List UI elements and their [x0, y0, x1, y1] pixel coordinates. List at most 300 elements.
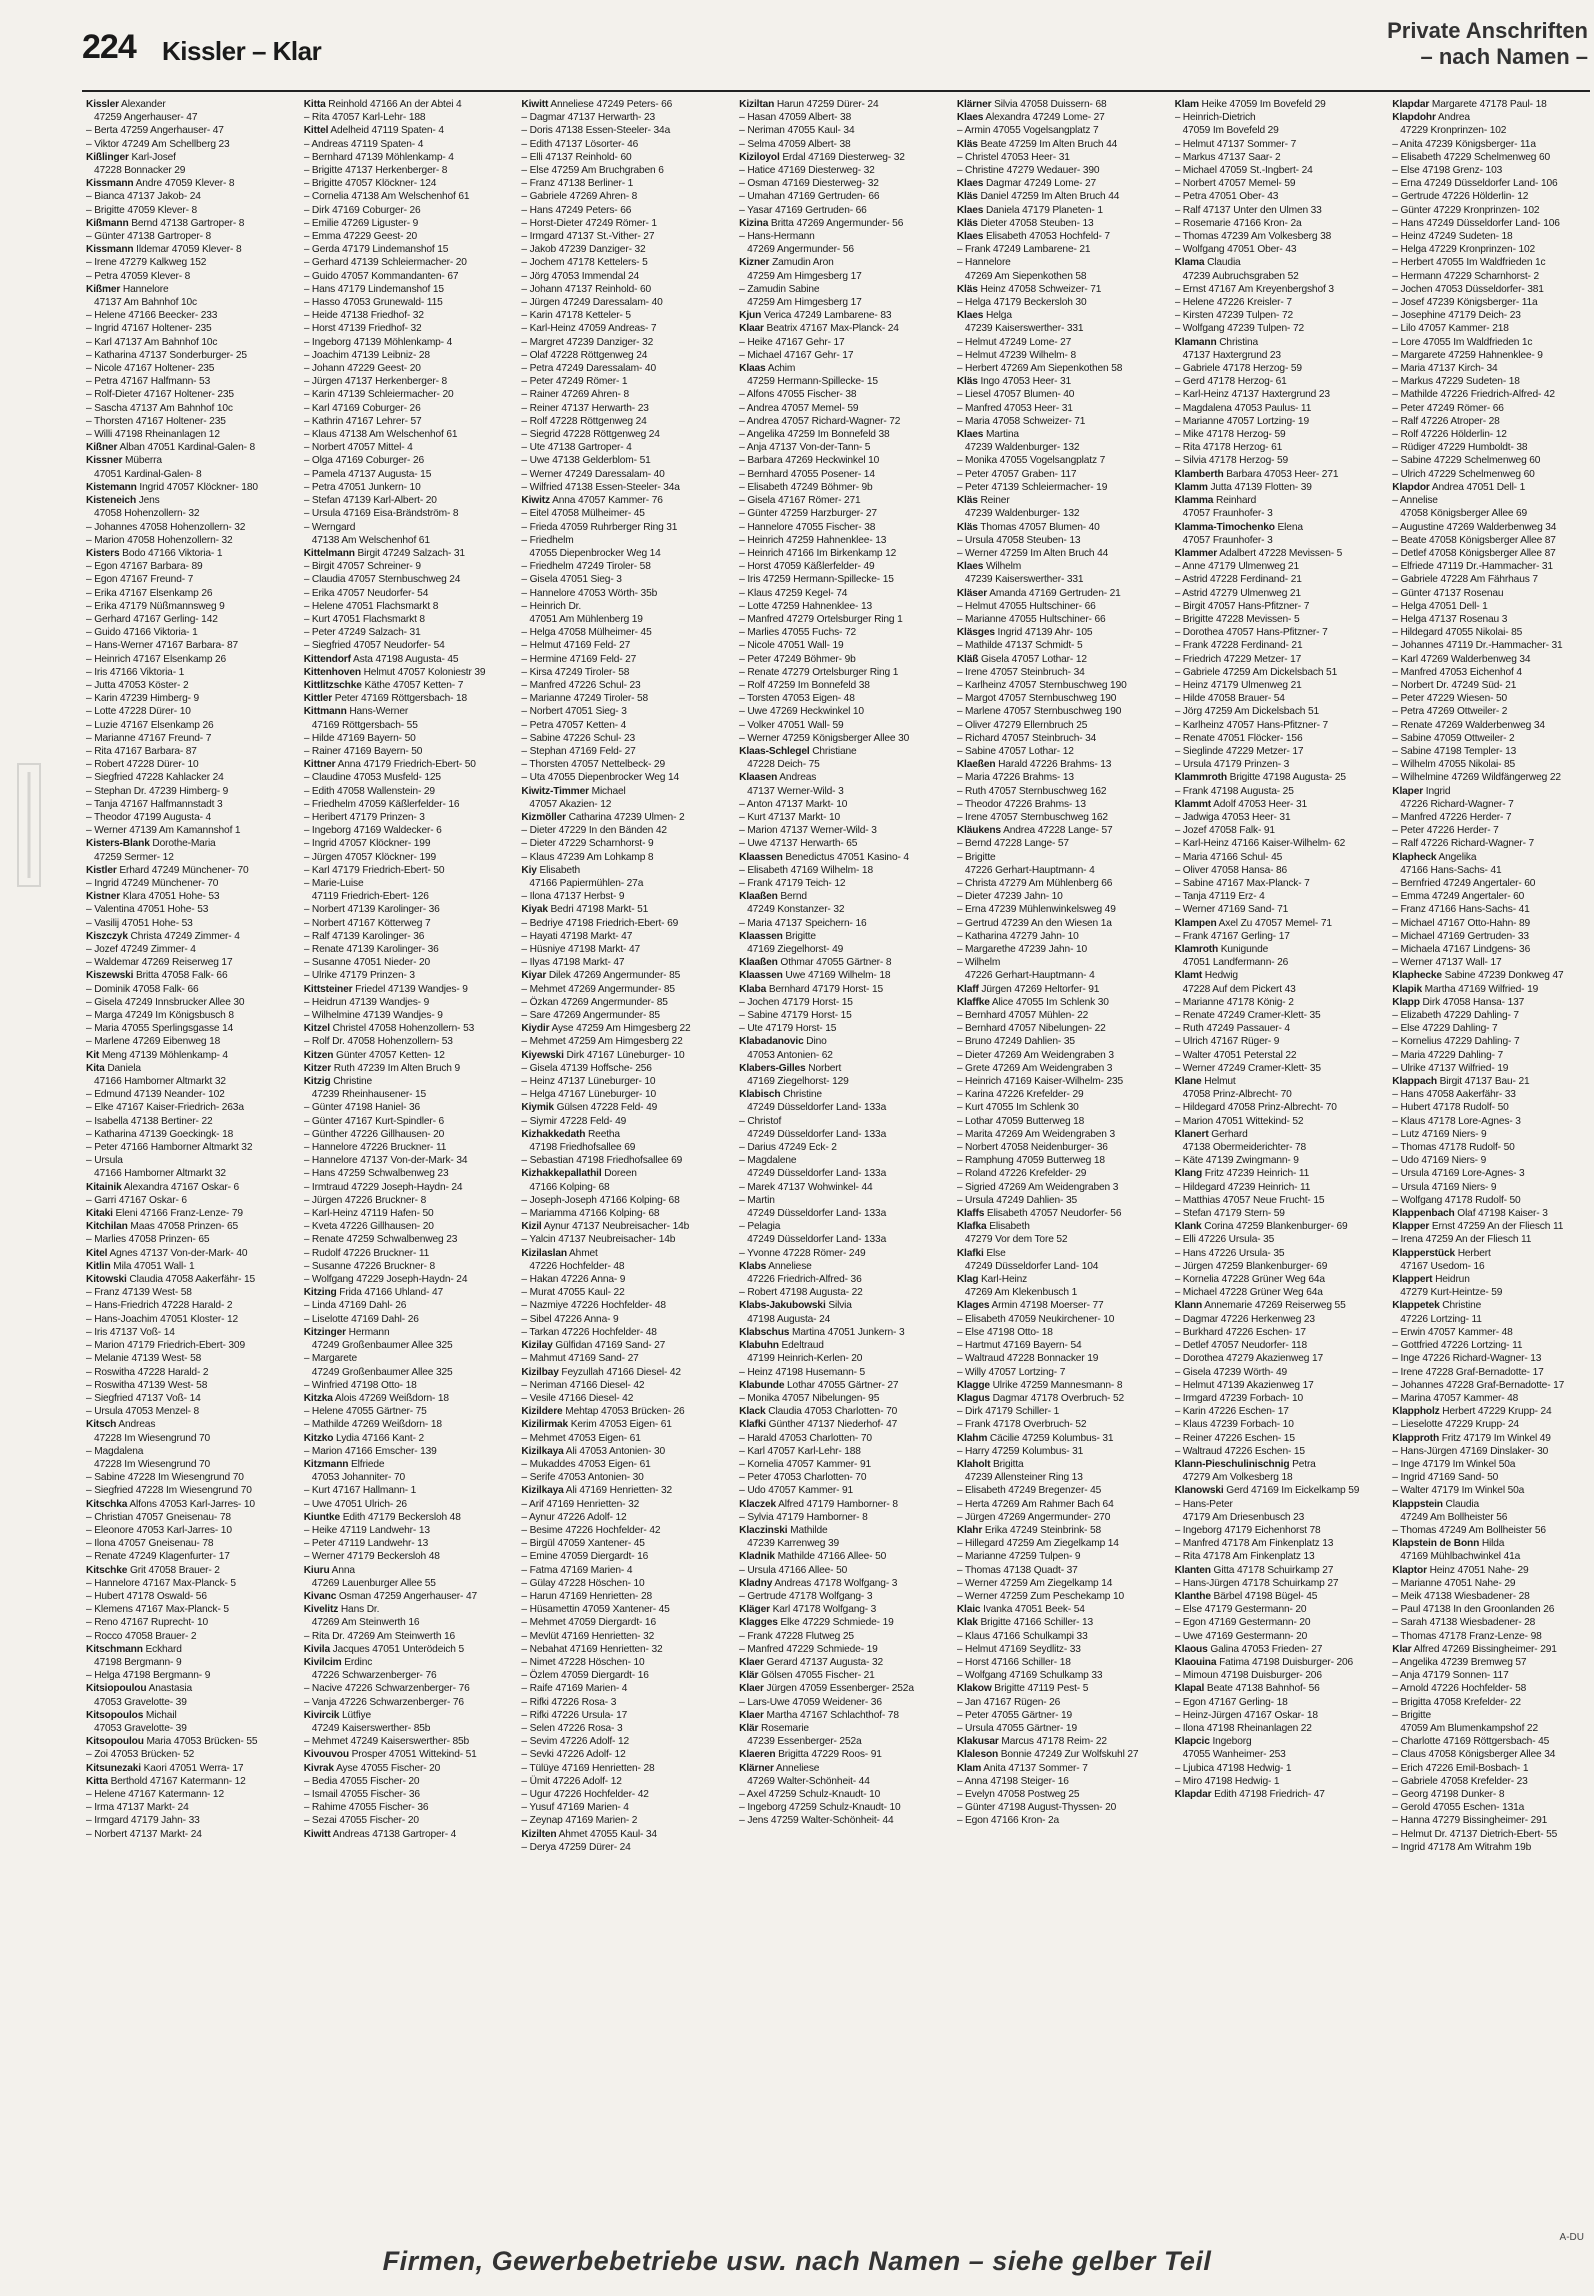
listing-entry	[1175, 745, 1375, 758]
listing-detail: – Manfred 47053 Eichenhof 4	[1392, 666, 1522, 678]
listing-entry	[1175, 1748, 1375, 1761]
listing-detail: Alban 47051 Kardinal-Galen- 8	[117, 442, 256, 454]
listing-detail: – Friedrich 47229 Metzer- 17	[1174, 653, 1302, 665]
listing-detail: Elfriede	[348, 1458, 385, 1470]
listing-entry	[1175, 1656, 1375, 1669]
listing-entry	[86, 1062, 286, 1075]
listing-detail: – Hildegard 47239 Heinrich- 11	[1174, 1181, 1311, 1193]
listing-entry	[739, 1405, 939, 1418]
listing-entry	[957, 560, 1157, 573]
listing-surname: Kläß	[956, 653, 979, 665]
listing-entry	[739, 256, 939, 269]
listing-entry	[739, 1564, 939, 1577]
listing-detail: Christina	[1216, 336, 1259, 348]
listing-detail: – Mehmet 47249 Kaiserswerther- 85b	[303, 1736, 470, 1748]
listing-entry	[1392, 851, 1592, 864]
listing-entry	[521, 494, 721, 507]
listing-detail: – Katharina 47137 Sonderburger- 25	[86, 349, 247, 361]
listing-detail: – Rocco 47058 Brauer- 2	[86, 1630, 197, 1642]
listing-detail: 47228 Deich- 75	[747, 759, 820, 771]
listing-entry	[739, 1722, 939, 1735]
listing-entry	[521, 1022, 721, 1035]
listing-entry	[957, 745, 1157, 758]
listing-entry	[739, 217, 939, 230]
listing-entry	[521, 322, 721, 335]
listing-surname: Klaer	[739, 1683, 764, 1695]
listing-detail: Sabine 47239 Donkweg 47	[1441, 970, 1564, 982]
listing-entry	[304, 1405, 504, 1418]
listing-entry	[304, 322, 504, 335]
listing-entry	[957, 1088, 1157, 1101]
listing-detail: Gerd 47169 Im Eickelkamp 59	[1223, 1485, 1360, 1497]
listing-entry	[1392, 507, 1592, 520]
listing-entry	[1175, 1709, 1375, 1722]
listing-detail: – Christine 47279 Wedauer- 390	[956, 165, 1100, 177]
listing-surname: Klahr	[956, 1524, 983, 1536]
listing-surname: Kistner	[86, 891, 121, 903]
listing-detail: Martina 47051 Junkern- 3	[789, 1326, 905, 1338]
listing-detail: – Klaus 47239 Forbach- 10	[1174, 1419, 1294, 1431]
listing-detail: 47138 Obermeiderichter- 78	[1182, 1142, 1307, 1154]
listing-detail: – Marita 47269 Am Weidengraben 3	[956, 1128, 1115, 1140]
listing-entry	[86, 124, 286, 137]
listing-entry	[1392, 758, 1592, 771]
listing-detail: – Rita Dr. 47269 Am Steinwerth 16	[303, 1630, 456, 1642]
listing-detail: – Elisabeth 47229 Schelmenweg 60	[1392, 151, 1551, 163]
listing-entry	[957, 124, 1157, 137]
listing-entry	[1392, 837, 1592, 850]
listing-detail: – Margarete 47259 Hahnenklee- 9	[1392, 349, 1543, 361]
listing-entry	[957, 1141, 1157, 1154]
listing-entry	[739, 441, 939, 454]
listing-detail: – Mathilde 47226 Friedrich-Alfred- 42	[1392, 389, 1555, 401]
listing-entry	[957, 1075, 1157, 1088]
listing-entry	[521, 956, 721, 969]
listing-detail: 47198 Bergmann- 9	[94, 1656, 182, 1668]
listing-entry	[739, 1075, 939, 1088]
listing-entry	[1175, 1313, 1375, 1326]
listing-detail: – Stefan 47179 Stern- 59	[1174, 1208, 1285, 1220]
listing-entry	[1175, 1101, 1375, 1114]
listing-entry	[739, 507, 939, 520]
listing-entry	[521, 1630, 721, 1643]
listing-detail: Grit 47058 Brauer- 2	[127, 1564, 220, 1576]
listing-entry	[1392, 402, 1592, 415]
listing-detail: – Irma 47137 Markt- 24	[86, 1802, 189, 1814]
listing-entry	[1175, 785, 1375, 798]
listing-entry	[739, 1669, 939, 1682]
listing-detail: Peter 47169 Röttgersbach- 18	[332, 693, 468, 705]
listing-entry	[957, 494, 1157, 507]
listing-entry	[304, 1828, 504, 1841]
listing-entry	[739, 1379, 939, 1392]
listing-detail: 47198 Augusta- 24	[747, 1313, 831, 1325]
listing-entry	[86, 1577, 286, 1590]
listing-detail: – Franz 47166 Hans-Sachs- 41	[1392, 904, 1530, 916]
listing-entry	[1175, 1669, 1375, 1682]
listing-detail: 47228 Im Wiesengrund 70	[94, 1458, 211, 1470]
listing-column	[957, 98, 1157, 2238]
listing-detail: – Frieda 47059 Ruhrberger Ring 31	[521, 521, 678, 533]
listing-entry	[304, 785, 504, 798]
listing-entry	[739, 1814, 939, 1827]
listing-entry	[739, 1220, 939, 1233]
listing-detail: – Hans 47249 Peters- 66	[521, 204, 632, 216]
listing-surname: Kläs	[956, 283, 978, 295]
listing-detail: – Rolf 47226 Hölderlin- 12	[1392, 429, 1507, 441]
listing-entry	[86, 230, 286, 243]
listing-surname: Klapperstück	[1392, 1247, 1456, 1259]
listing-entry	[739, 719, 939, 732]
listing-entry	[86, 1366, 286, 1379]
listing-surname: Kitainik	[86, 1181, 122, 1193]
listing-detail: – Claudia 47057 Sternbuschweg 24	[303, 574, 461, 586]
listing-entry	[957, 705, 1157, 718]
listing-detail: – Hannelore	[956, 257, 1011, 269]
listing-detail: Brigitte 47119 Pest- 5	[991, 1683, 1089, 1695]
listing-detail: – Wilhelmine 47269 Wildfängerweg 22	[1392, 772, 1561, 784]
listing-entry	[1392, 1458, 1592, 1471]
listing-detail: Alexandra 47249 Lome- 27	[983, 112, 1105, 124]
listing-detail: Günter 47057 Ketten- 12	[333, 1049, 445, 1061]
listing-detail: Maria 47053 Brücken- 55	[143, 1736, 258, 1748]
listing-detail: – Irene 47057 Steinbruch- 34	[956, 666, 1085, 678]
listing-detail: – Mukaddes 47053 Eigen- 61	[521, 1458, 651, 1470]
listing-detail: – Hermann 47229 Scharnhorst- 2	[1392, 270, 1539, 282]
listing-detail: 47055 Wanheimer- 253	[1182, 1749, 1286, 1761]
listing-detail: Friedel 47139 Wandjes- 9	[352, 983, 468, 995]
listing-entry	[521, 521, 721, 534]
listing-entry	[1392, 1049, 1592, 1062]
listing-detail: – Tanja 47119 Erz- 4	[1174, 891, 1265, 903]
listing-detail: – Hans 47226 Ursula- 35	[1174, 1247, 1285, 1259]
listing-detail: – Inge 47226 Richard-Wagner- 13	[1392, 1353, 1542, 1365]
listing-detail: – Renate 47051 Flöcker- 156	[1174, 732, 1303, 744]
listing-detail: – Gisela 47051 Sieg- 3	[521, 574, 622, 586]
listing-entry	[1175, 666, 1375, 679]
listing-detail: – Sezai 47055 Fischer- 20	[303, 1815, 419, 1827]
listing-entry	[1392, 1207, 1592, 1220]
listing-entry	[957, 573, 1157, 586]
listing-entry	[957, 415, 1157, 428]
listing-entry	[86, 969, 286, 982]
listing-entry	[521, 1128, 721, 1141]
listing-entry	[304, 494, 504, 507]
listing-detail: – Jutta 47053 Köster- 2	[86, 679, 189, 691]
listing-detail: – Lotte 47259 Hahnenklee- 13	[739, 600, 873, 612]
listing-detail: – Karlheinz 47057 Sternbuschweg 190	[956, 679, 1127, 691]
listing-surname: Klamt	[1174, 970, 1203, 982]
listing-entry	[957, 1445, 1157, 1458]
listing-surname: Kistemann	[86, 481, 137, 493]
listing-detail: – Hilde 47058 Brauer- 54	[1174, 693, 1285, 705]
listing-entry	[304, 1735, 504, 1748]
listing-surname: Kivilcim	[303, 1656, 342, 1668]
listing-detail: Andreas	[116, 1419, 156, 1431]
listing-entry	[1392, 1656, 1592, 1669]
listing-detail: – Heidrun 47139 Wandjes- 9	[303, 996, 430, 1008]
listing-detail: – Werner 47249 Cramer-Klett- 35	[1174, 1062, 1321, 1074]
listing-entry	[1175, 1326, 1375, 1339]
listing-entry	[739, 164, 939, 177]
listing-detail: – Dieter 47269 Am Weidengraben 3	[956, 1049, 1114, 1061]
listing-surname: Kizina	[739, 217, 769, 229]
listing-detail: – Stephan Dr. 47239 Himberg- 9	[86, 785, 229, 797]
listing-detail: Andreas 47138 Gartroper- 4	[330, 1828, 457, 1840]
listing-detail: – Else 47179 Gestermann- 20	[1174, 1604, 1307, 1616]
listing-entry	[304, 1366, 504, 1379]
listing-detail: – Jürgen 47137 Herkenberger- 8	[303, 376, 448, 388]
listing-entry	[521, 811, 721, 824]
listing-detail: – Reiner 47226 Eschen- 15	[1174, 1432, 1295, 1444]
listing-detail: Claudia 47058 Aakerfähr- 15	[126, 1274, 256, 1286]
listing-entry	[521, 1326, 721, 1339]
listing-surname: Kitsch	[86, 1419, 117, 1431]
listing-entry	[86, 560, 286, 573]
listing-detail: Berthold 47167 Katermann- 12	[107, 1775, 246, 1787]
listing-detail: Barbara 47053 Heer- 271	[1223, 468, 1339, 480]
listing-entry	[86, 653, 286, 666]
listing-surname: Klaff	[956, 983, 979, 995]
listing-detail: Achim	[765, 363, 796, 375]
listing-entry	[739, 1484, 939, 1497]
listing-entry	[86, 771, 286, 784]
listing-entry	[86, 679, 286, 692]
listing-entry	[1392, 917, 1592, 930]
listing-detail: – Ralf 47226 Richard-Wagner- 7	[1392, 838, 1535, 850]
listing-entry	[739, 732, 939, 745]
listing-entry	[304, 1035, 504, 1048]
listing-entry	[1175, 930, 1375, 943]
listing-entry	[304, 626, 504, 639]
listing-surname: Klampen	[1174, 917, 1217, 929]
listing-detail: – Peter 47057 Graben- 117	[956, 468, 1077, 480]
listing-detail: – Özlem 47059 Diergardt- 16	[521, 1670, 649, 1682]
listing-surname: Kiwitz	[521, 495, 550, 507]
listing-surname: Klaas-Schlegel	[739, 745, 810, 757]
listing-detail: – Helmut 47139 Akazienweg 17	[1174, 1379, 1314, 1391]
listing-surname: Klapal	[1174, 1683, 1205, 1695]
listing-detail: 47169 Röttgersbach- 55	[311, 719, 418, 731]
listing-detail: – Yusuf 47169 Marien- 4	[521, 1802, 629, 1814]
listing-detail: – Marlene 47057 Sternbuschweg 190	[956, 706, 1122, 718]
listing-detail: – Robert 47198 Augusta- 22	[739, 1287, 863, 1299]
listing-surname: Kizilbay	[521, 1366, 559, 1378]
listing-detail: – Rita 47178 Herzog- 61	[1174, 442, 1283, 454]
listing-detail: – Ursula 47169 Eisa-Brändström- 8	[303, 508, 459, 520]
listing-detail: – Wolfgang 47178 Rudolf- 50	[1392, 1194, 1521, 1206]
listing-entry	[304, 1220, 504, 1233]
listing-entry	[86, 877, 286, 890]
listing-entry	[739, 1167, 939, 1180]
listing-entry	[521, 507, 721, 520]
listing-detail: – Elisabeth 47249 Bregenzer- 45	[956, 1485, 1102, 1497]
listing-entry	[521, 349, 721, 362]
listing-entry	[739, 877, 939, 890]
listing-detail: Anneliese	[766, 1260, 812, 1272]
listing-entry	[304, 1101, 504, 1114]
listing-detail: Doreen	[601, 1168, 637, 1180]
listing-entry	[86, 283, 286, 296]
listing-detail: – Jozef 47058 Falk- 91	[1174, 825, 1275, 837]
listing-detail: – Siegfried 47057 Neudorfer- 54	[303, 640, 445, 652]
listing-entry	[86, 1722, 286, 1735]
listing-detail: – Detlef 47058 Königsberger Allee 87	[1392, 547, 1556, 559]
listing-surname: Klär	[739, 1722, 759, 1734]
listing-entry	[86, 573, 286, 586]
listing-detail: – Norbert 47057 Mittel- 4	[303, 442, 413, 454]
listing-entry	[1392, 1181, 1592, 1194]
listing-detail: – Hannelore 47137 Von-der-Mark- 34	[303, 1155, 468, 1167]
listing-detail: – Heinrich-Dietrich	[1174, 112, 1256, 124]
listing-detail: Bonnie 47249 Zur Wolfskuhl 27	[998, 1749, 1139, 1761]
listing-entry	[521, 600, 721, 613]
listing-entry	[521, 851, 721, 864]
listing-detail: Karl 47178 Wolfgang- 3	[769, 1604, 877, 1616]
listing-surname: Kittenhoven	[303, 666, 361, 678]
listing-detail: – Joachim 47139 Leibniz- 28	[303, 349, 430, 361]
listing-detail: Agnes 47137 Von-der-Mark- 40	[107, 1247, 248, 1259]
listing-entry	[1392, 1405, 1592, 1418]
listing-surname: Klaptor	[1392, 1564, 1427, 1576]
listing-entry	[957, 204, 1157, 217]
listing-surname: Kläger	[739, 1604, 770, 1616]
listing-detail: – Helmut 47249 Lome- 27	[956, 336, 1072, 348]
listing-detail: – Waltraud 47228 Bonnacker 19	[956, 1353, 1099, 1365]
listing-entry	[304, 890, 504, 903]
listing-entry	[957, 1814, 1157, 1827]
listing-detail: – Neriman 47055 Kaul- 34	[739, 125, 855, 137]
listing-entry	[957, 1181, 1157, 1194]
listing-entry	[1392, 1616, 1592, 1629]
listing-detail: – Zeynap 47169 Marien- 2	[521, 1815, 638, 1827]
listing-detail: 47058 Prinz-Albrecht- 70	[1182, 1089, 1292, 1101]
listing-detail: – Mehmet 47059 Diergardt- 16	[521, 1617, 656, 1629]
listing-entry	[1175, 1682, 1375, 1695]
listing-detail: – Karl-Heinz 47119 Hafen- 50	[303, 1208, 434, 1220]
listing-detail: Birgit 47137 Bau- 21	[1436, 1076, 1530, 1088]
listing-entry	[1175, 164, 1375, 177]
listing-detail: – Ursula 47055 Gärtner- 19	[956, 1722, 1077, 1734]
listing-detail: – Reiner 47137 Herwarth- 23	[521, 402, 649, 414]
listing-detail: – Birgit 47057 Schreiner- 9	[303, 561, 421, 573]
listing-surname: Kitaki	[86, 1208, 113, 1220]
listing-detail: – Kirsa 47249 Tiroler- 58	[521, 666, 630, 678]
listing-surname: Kisters-Blank	[86, 838, 150, 850]
listing-detail: – Ruth 47057 Sternbuschweg 162	[956, 785, 1107, 797]
side-stamp-icon	[14, 760, 44, 890]
listing-detail: – Fatma 47169 Marien- 4	[521, 1564, 633, 1576]
listing-entry	[1175, 468, 1375, 481]
listing-entry	[304, 1722, 504, 1735]
listing-entry	[304, 1643, 504, 1656]
listing-detail: Alois 47269 Weißdorn- 18	[332, 1392, 449, 1404]
listing-detail: – Torsten 47053 Eigen- 48	[739, 693, 855, 705]
listing-detail: – Wilhelm 47055 Nikolai- 85	[1392, 759, 1516, 771]
listing-detail: – Helmut Dr. 47137 Dietrich-Ebert- 55	[1392, 1828, 1558, 1840]
listing-entry	[957, 1775, 1157, 1788]
listing-entry	[1392, 824, 1592, 837]
listing-detail: Osman 47259 Angerhauser- 47	[336, 1590, 478, 1602]
listing-detail: – Linda 47169 Dahl- 26	[303, 1300, 407, 1312]
listing-detail: Beate 47259 Im Alten Bruch 44	[977, 138, 1118, 150]
listing-entry	[521, 124, 721, 137]
listing-entry	[1175, 441, 1375, 454]
listing-entry	[86, 1260, 286, 1273]
listing-entry	[957, 1299, 1157, 1312]
listing-detail: – Peter 47053 Charlotten- 70	[739, 1472, 867, 1484]
listing-detail: – Ingeborg 47259 Schulz-Knaudt- 10	[739, 1802, 901, 1814]
listing-entry	[304, 653, 504, 666]
listing-entry	[86, 441, 286, 454]
listing-entry	[739, 1260, 939, 1273]
listing-detail: – Erwin 47057 Kammer- 48	[1392, 1326, 1513, 1338]
listing-entry	[739, 1022, 939, 1035]
listing-entry	[739, 798, 939, 811]
listing-surname: Kittelmann	[303, 547, 355, 559]
listing-entry	[957, 1049, 1157, 1062]
listing-entry	[1175, 943, 1375, 956]
listing-entry	[1392, 256, 1592, 269]
listing-surname: Klagge	[956, 1379, 990, 1391]
listing-entry	[739, 560, 939, 573]
listing-entry	[86, 1616, 286, 1629]
listing-surname: Kitschka	[86, 1498, 128, 1510]
listing-entry	[304, 362, 504, 375]
listing-entry	[86, 1167, 286, 1180]
listing-entry	[739, 996, 939, 1009]
listing-entry	[521, 1696, 721, 1709]
listing-entry	[739, 494, 939, 507]
listing-detail: – Uwe 47138 Gelderblom- 51	[521, 455, 651, 467]
listing-entry	[739, 1762, 939, 1775]
listing-entry	[1175, 521, 1375, 534]
listing-detail: Catharina 47239 Ulmen- 2	[565, 811, 685, 823]
listing-entry	[1392, 956, 1592, 969]
listing-detail: Claudia	[1442, 1498, 1480, 1510]
listing-entry	[957, 243, 1157, 256]
listing-surname: Klaes	[956, 561, 984, 573]
listing-entry	[1175, 732, 1375, 745]
listing-detail: – Bernhard 47057 Mühlen- 22	[956, 1010, 1089, 1022]
listing-detail: Armin 47198 Moerser- 77	[989, 1300, 1104, 1312]
listing-entry	[521, 402, 721, 415]
listing-entry	[1175, 1511, 1375, 1524]
listing-detail: – Dieter 47229 Scharnhorst- 9	[521, 838, 654, 850]
listing-entry	[304, 692, 504, 705]
listing-entry	[957, 151, 1157, 164]
listing-detail: – Anja 47179 Sonnen- 117	[1392, 1670, 1509, 1682]
listing-detail: – Anita 47239 Königsberger- 11a	[1392, 138, 1536, 150]
listing-entry	[739, 851, 939, 864]
listing-entry	[957, 613, 1157, 626]
listing-entry	[957, 1696, 1157, 1709]
listing-detail: – Oliver 47279 Ellernbruch 25	[956, 719, 1088, 731]
listing-entry	[521, 1577, 721, 1590]
listing-entry	[86, 1128, 286, 1141]
listing-entry	[957, 890, 1157, 903]
listing-entry	[957, 270, 1157, 283]
listing-entry	[739, 705, 939, 718]
listing-detail: – Günter 47198 Haniel- 36	[303, 1102, 421, 1114]
listing-detail: – Marion 47179 Friedrich-Ebert- 309	[86, 1340, 245, 1352]
listing-detail: 47259 Angerhauser- 47	[94, 112, 198, 124]
listing-detail: – Zamudin Sabine	[739, 283, 820, 295]
listing-entry	[304, 1616, 504, 1629]
listing-surname: Klaczinski	[739, 1524, 788, 1536]
listing-detail: – Robert 47228 Dürer- 10	[86, 759, 199, 771]
listing-detail: – Jochen 47179 Horst- 15	[739, 996, 853, 1008]
